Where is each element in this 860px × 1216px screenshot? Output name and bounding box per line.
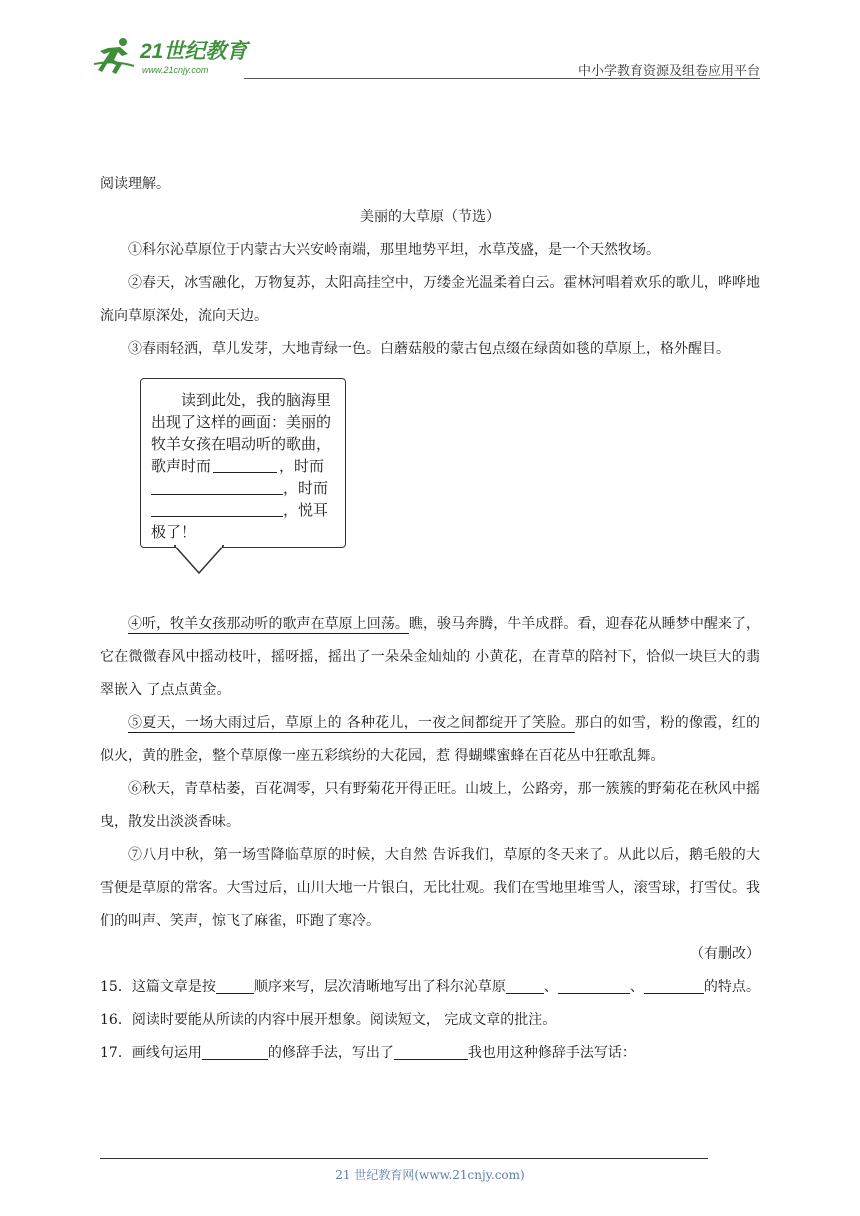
bubble-text: ，时而: [279, 457, 325, 475]
bubble-line-2: 出现了这样的画面：美丽的: [151, 413, 332, 431]
answer-blank[interactable]: [151, 501, 283, 517]
speech-bubble-box: [140, 378, 346, 548]
svg-text:www.21cnjy.com: www.21cnjy.com: [142, 65, 209, 75]
question-15: [100, 971, 760, 1004]
bubble-line-3: 牧羊女孩在唱动听的歌曲，: [151, 435, 332, 453]
question-16: 16．阅读时要能从所读的内容中展开想象。阅读短文， 完成文章的批注。: [100, 1012, 557, 1028]
question-17: [100, 1037, 760, 1070]
logo-21cnjy: [94, 34, 264, 78]
bubble-text: ，时而: [283, 479, 329, 497]
bubble-text: ，悦耳: [283, 501, 329, 519]
bubble-line-7: 极了！: [151, 523, 197, 541]
answer-blank[interactable]: [644, 979, 704, 994]
paragraph-6: ⑥秋天，青草枯萎，百花凋零，只有野菊花开得正旺。山坡上，公路旁，那一簇簇的野菊花在秋风中摇曳，散发出淡淡香味。: [100, 781, 760, 830]
header-divider: [244, 78, 760, 79]
bubble-line-5: [151, 477, 337, 499]
bubble-line-1: 读到此处，我的脑海里: [181, 391, 332, 409]
answer-blank[interactable]: [394, 1045, 468, 1060]
question-text: 顺序来写，层次清晰地写出了科尔沁草原: [253, 979, 506, 995]
source-note: （有删改）: [690, 946, 760, 962]
question-text: 的特点。: [703, 979, 760, 995]
question-text: 、: [543, 979, 558, 995]
svg-text:21世纪教育: 21世纪教育: [140, 40, 248, 63]
paragraph-text: 那白的如雪，粉的像霞，红的似火，黄的胜金，整个草原像一座五彩缤纷的大花园，惹 得蝴蝶蜜蜂在百花丛中狂歌乱舞。: [100, 715, 761, 764]
answer-blank[interactable]: [202, 1045, 268, 1060]
footer-divider: [100, 1158, 708, 1159]
paragraph-7: ⑦八月中秋，第一场雪降临草原的时候，大自然 告诉我们，草原的冬天来了。从此以后，鹅毛般的大雪便是草原的常客。大雪过后，山川大地一片银白，无比壮观。我们在雪地里堆雪人，滚雪球，打雪仗。我们的叫声、笑声，惊飞了麻雀，吓跑了寒冷。: [100, 847, 760, 929]
passage-title: 美丽的大草原（节选）: [360, 209, 500, 225]
paragraph-4: [100, 608, 760, 707]
answer-blank[interactable]: [558, 979, 630, 994]
answer-blank[interactable]: [216, 979, 254, 994]
page-footer: 21 世纪教育网(www.21cnjy.com): [335, 1168, 525, 1182]
question-text: 15．这篇文章是按: [100, 979, 216, 995]
paragraph-5: [100, 707, 760, 773]
underlined-sentence: ⑤夏天，一场大雨过后，草原上的 各种花儿，一夜之间都绽开了笑脸。: [128, 715, 575, 731]
platform-name: 中小学教育资源及组卷应用平台: [577, 64, 760, 79]
paragraph-3: ③春雨轻洒，草儿发芽，大地青绿一色。白蘑菇般的蒙古包点缀在绿茵如毯的草原上，格外醒目。: [128, 341, 730, 357]
page-header: [94, 30, 760, 80]
annotation-bubble: [140, 378, 760, 588]
paragraph-1: ①科尔沁草原位于内蒙古大兴安岭南端，那里地势平坦，水草茂盛，是一个天然牧场。: [128, 242, 660, 258]
answer-blank[interactable]: [213, 457, 277, 473]
bubble-tail-icon: [174, 545, 224, 575]
document-body: [100, 168, 760, 1070]
question-text: 、: [629, 979, 644, 995]
section-heading: 阅读理解。: [100, 176, 170, 192]
underlined-sentence: ④听，牧羊女孩那动听的歌声在草原上回荡。: [128, 616, 409, 632]
bubble-line-6: [151, 499, 337, 521]
question-text: 17．画线句运用: [100, 1045, 202, 1061]
answer-blank[interactable]: [506, 979, 544, 994]
question-text: 的修辞手法，写出了: [267, 1045, 394, 1061]
bubble-line-4: [151, 455, 337, 477]
answer-blank[interactable]: [151, 479, 283, 495]
paragraph-text: 瞧，骏马奔腾，牛羊成群。看，迎春花从睡梦中醒来了，它在微微春风中摇动枝叶，摇呀摇，摇出了一朵朵金灿灿的 小黄花，在青草的陪衬下，恰似一块巨大的翡翠嵌入 了点点黄金。: [100, 616, 761, 698]
question-text: 我也用这种修辞手法写话：: [467, 1045, 636, 1061]
bubble-text: 歌声时而: [151, 457, 212, 475]
paragraph-2: ②春天，冰雪融化，万物复苏，太阳高挂空中，万缕金光温柔着白云。霍林河唱着欢乐的歌儿，哗哗地流向草原深处，流向天边。: [100, 275, 760, 324]
